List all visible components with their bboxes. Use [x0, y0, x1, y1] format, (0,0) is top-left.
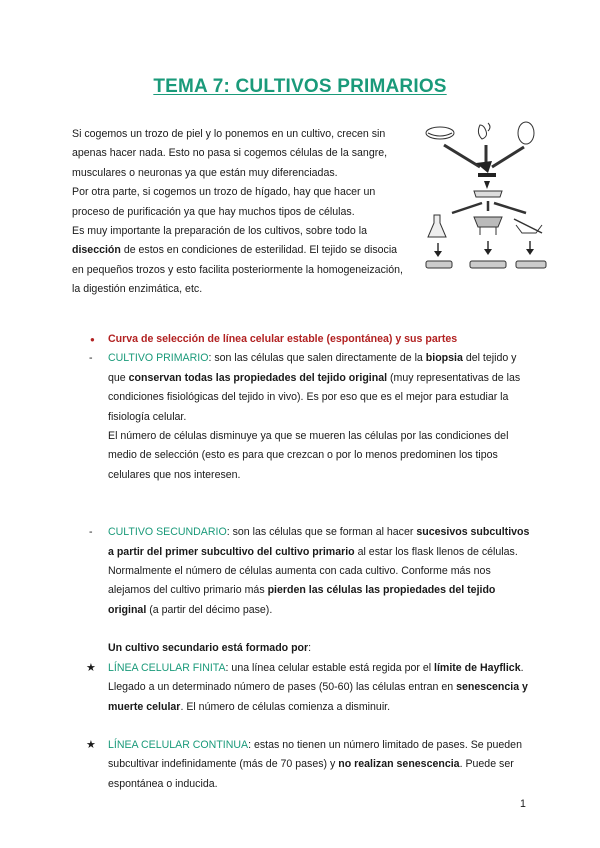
page-number: 1 [520, 798, 526, 810]
subheading-formado: Un cultivo secundario está formado por: [108, 642, 312, 655]
intro-text [72, 125, 407, 300]
list-item-linea-finita: ★ LÍNEA CELULAR FINITA: una línea celular estable está regida por el límite de Hayflick. Llegado a un determinado número de pases (50-60) las células entran en senescencia y muerte celular. El número de células comienza a disminuir. [72, 659, 532, 717]
culture-flask-1 [426, 261, 452, 268]
star-marker: ★ [86, 661, 96, 674]
tissue-piece-2 [478, 125, 486, 139]
main-content [72, 330, 532, 794]
intro-sentence-3: Es muy importante la preparación de los cultivos, sobre todo la disección de estos en condiciones de esterilidad. El tejido se disocia en pequeños trozos y esto facilita posteriormente la homogeneización, la digestión enzimática, etc. [72, 225, 403, 296]
dash-marker: - [89, 352, 93, 365]
star-marker: ★ [86, 738, 96, 751]
dash-marker: - [89, 526, 93, 539]
page-title: TEMA 7: CULTIVOS PRIMARIOS [153, 76, 447, 97]
tissue-piece-3 [518, 122, 534, 144]
culture-flask-3 [516, 261, 546, 268]
intro-sentence-1: Si cogemos un trozo de piel y lo ponemos en un cultivo, crecen sin apenas hacer nada. Esto no pasa si cogemos células de la sangre, musculares o neuronas ya que están muy diferenciadas. [72, 128, 388, 179]
intro-sentence-2: Por otra parte, si cogemos un trozo de hígado, hay que hacer un proceso de purificación ya que hay muchos tipos de células. [72, 186, 376, 218]
section-heading: ● Curva de selección de línea celular estable (espontánea) y sus partes [72, 330, 532, 349]
list-item-cultivo-secundario: - CULTIVO SECUNDARIO: son las células que se forman al hacer sucesivos subcultivos a partir del primer subcultivo del cultivo primario al estar los flask llenos de células. Normalmente el número de células aumenta con cada cultivo. Conforme más nos alejamos del cultivo primario más pierden las células las propiedades del tejido original (a partir del décimo pase). [72, 523, 532, 620]
list-item-linea-continua: ★ LÍNEA CELULAR CONTINUA: estas no tienen un número limitado de pases. Se pueden subcultivar indefinidamente (más de 70 pases) y no realizan senescencia. Puede ser espontánea o inducida. [72, 736, 532, 794]
culture-flask-2 [470, 261, 506, 268]
tissue-piece-1 [426, 127, 454, 139]
bullet-dot: ● [90, 335, 95, 344]
tissue-dissociation-diagram [418, 115, 558, 275]
list-item-cultivo-primario: - CULTIVO PRIMARIO: son las células que salen directamente de la biopsia del tejido y que conservan todas las propiedades del tejido original (muy representativas de las condiciones fisiológicas del tejido in vivo). Es por eso que es el mejor para estudiar la fisiología celular. El número de células disminuye ya que se mueren las células por las condiciones del medio de selección (esto es para que crezcan o por lo menos predominen los tipos celulares que nos interesen. [72, 349, 532, 485]
